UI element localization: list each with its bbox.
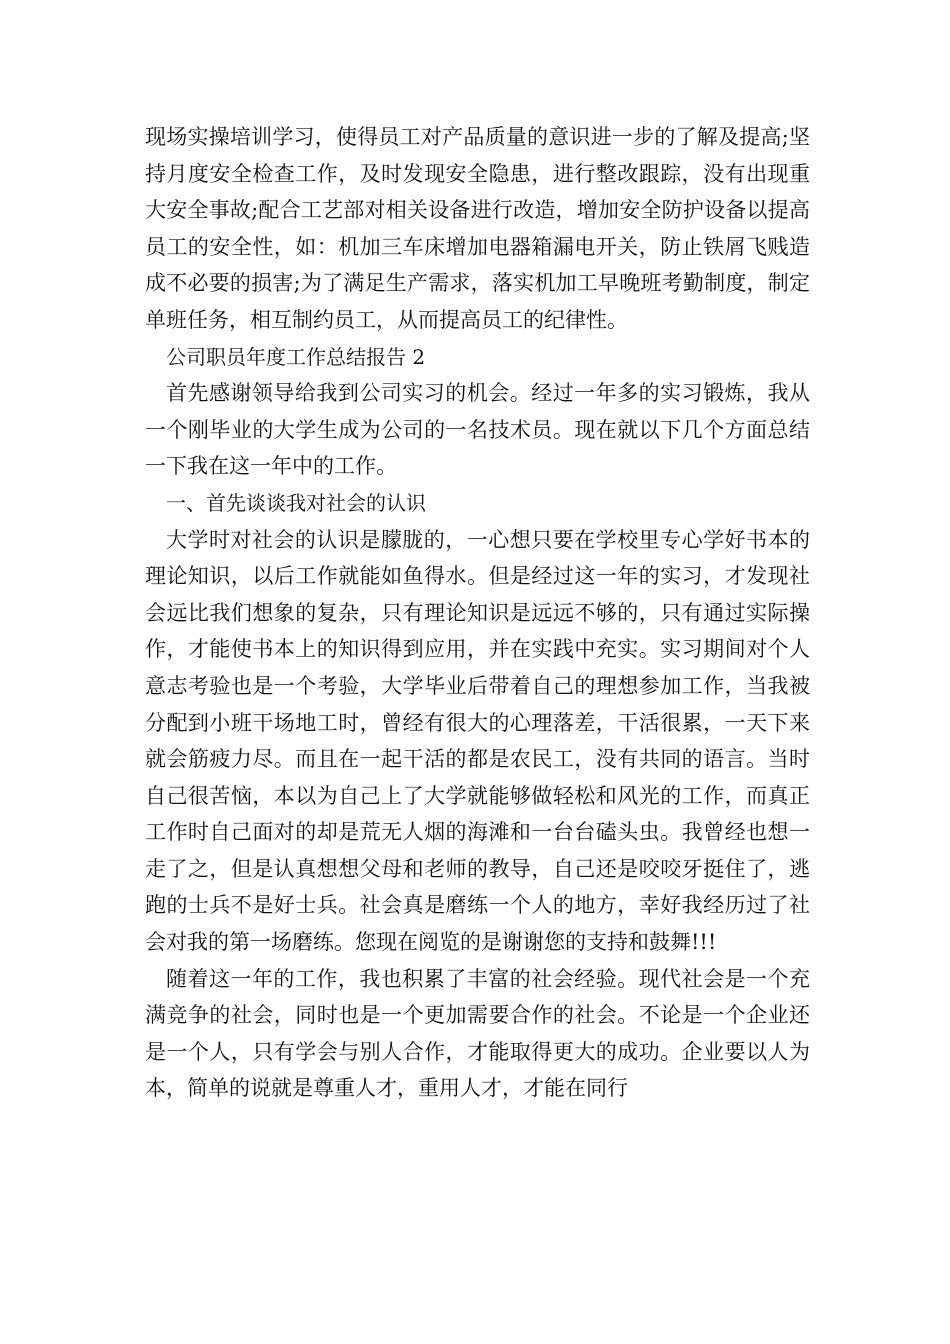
section-heading-1: 一、首先谈谈我对社会的认识 — [166, 490, 426, 515]
body-paragraph-4: 随着这一年的工作，我也积累了丰富的社会经验。现代社会是一个充满竞争的社会，同时也是一个更加需要合作的社会。不论是一个企业还是一个人，只有学会与别人合作，才能取得更大的成功。企业要以人为本，简单的说就是尊重人才，重用人才，才能在同行 — [145, 966, 810, 1101]
body-paragraph-2: 首先感谢领导给我到公司实习的机会。经过一年多的实习锻炼，我从一个刚毕业的大学生成为公司的一名技术员。现在就以下几个方面总结一下我在这一年中的工作。 — [145, 381, 810, 479]
document-page — [145, 119, 810, 1107]
body-paragraph-3: 大学时对社会的认识是朦胧的，一心想只要在学校里专心学好书本的理论知识，以后工作就能如鱼得水。但是经过这一年的实习，才发现社会远比我们想象的复杂，只有理论知识是远远不够的，只有通过实际操作，才能使书本上的知识得到应用，并在实践中充实。实习期间对个人意志考验也是一个考验，大学毕业后带着自己的理想参加工作，当我被分配到小班干场地工时，曾经有很大的心理落差，干活很累，一天下来就会筋疲力尽。而且在一起干活的都是农民工，没有共同的语言。当时自己很苦恼，本以为自己上了大学就能够做轻松和风光的工作，而真正工作时自己面对的却是荒无人烟的海滩和一台台磕头虫。我曾经也想一走了之，但是认真想想父母和老师的教导，自己还是咬咬牙挺住了，逃跑的士兵不是好士兵。社会真是磨练一个人的地方，幸好我经历过了社会对我的第一场磨练。您现在阅览的是谢谢您的支持和鼓舞!!! — [145, 527, 810, 955]
body-paragraph-1: 现场实操培训学习，使得员工对产品质量的意识进一步的了解及提高;坚持月度安全检查工作，及时发现安全隐患，进行整改跟踪，没有出现重大安全事故;配合工艺部对相关设备进行改造，增加安全防护设备以提高员工的安全性，如：机加三车床增加电器箱漏电开关，防止铁屑飞贱造成不必要的损害;为了满足生产需求，落实机加工早晚班考勤制度，制定单班任务，相互制约员工，从而提高员工的纪律性。 — [145, 125, 810, 332]
section-title-report-2: 公司职员年度工作总结报告 2 — [166, 344, 426, 369]
